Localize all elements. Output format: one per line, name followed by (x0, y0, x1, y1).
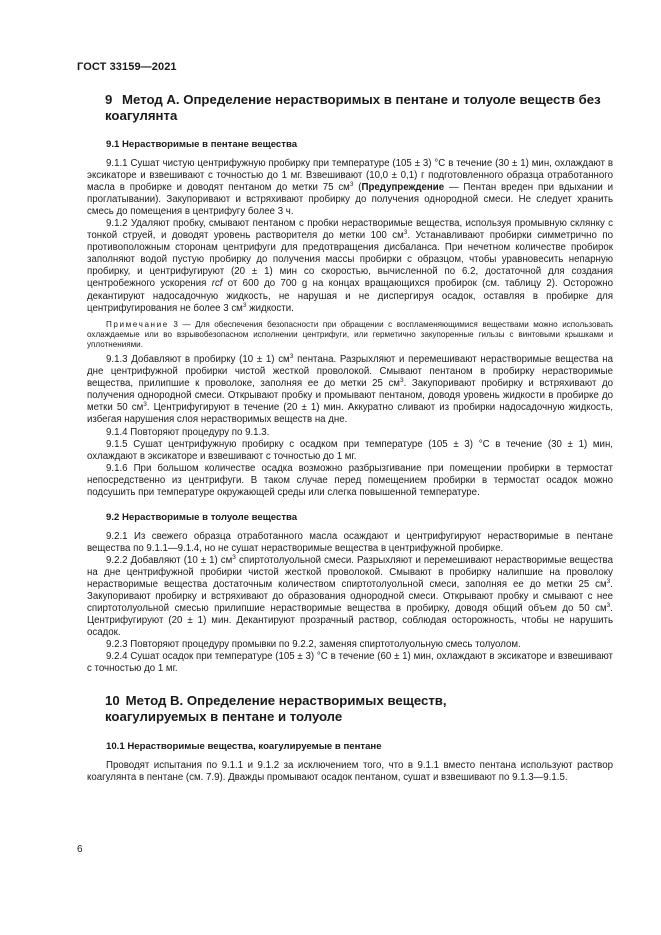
paragraph-9-1-1: 9.1.1 Сушат чистую центрифужную пробирку при температуре (105 ± 3) °С в течение (30 ± 1) мин, охлаждают в эксикаторе и взвешивают с точностью до 1 мг. Взвешивают (10,0 ± 0,1) г подготовленного образца отработанного масла в пробирке и доводят пентаном до метки 75 $см^3$ (Предупреждение — Пентан вреден при вдыхании и проглатывании). Закупоривают и встряхивают пробирку до получения однородной смеси. Не следует хранить смесь до помещения в центрифугу более 3 ч. (87, 158, 614, 218)
paragraph-9-1-5: 9.1.5 Сушат центрифужную пробирку с осадком при температуре (105 ± 3) °С в течение (30 ± 1) мин, охлаждают в эксикаторе и взвешивают с точностью до 1 мг. (87, 438, 613, 462)
note-text: 3 — Для обеспечения безопасности при обращении с воспламеняющимися веществами можно использовать охлаждаемые или во взрывобезопасном исполнении центрифуги, или герметично закупоренные гильзы с винтовыми крышками и уплотнениями. (87, 319, 613, 350)
note-3 (87, 320, 613, 351)
section-10-number: 10 (105, 693, 120, 709)
section-10-title-line2: коагулируемых в пентане и толуоле (105, 709, 343, 725)
section-9-title: Метод А. Определение нерастворимых в пентане и толуоле веществ без коагулянта (105, 92, 601, 123)
paragraph-9-2-3: 9.2.3 Повторяют процедуру промывки по 9.2.2, заменяя спиртотолуольную смесь толуолом. (106, 639, 521, 651)
note-label: Примечание (106, 319, 169, 329)
superscript: 3 (289, 353, 294, 361)
paragraph-10-1: Проводят испытания по 9.1.1 и 9.1.2 за исключением того, что в 9.1.1 вместо пентана используют раствор коагулянта в пентане (см. 7.9). Дважды промывают осадок пентаном, сушат и взвешивают по 9.1.3—9.1.5. (87, 760, 613, 784)
rcf-term: rcf (211, 278, 223, 290)
superscript: 3 (399, 377, 404, 385)
document-code: ГОСТ 33159—2021 (77, 61, 177, 73)
paragraph-9-1-3: 9.1.3 Добавляют в пробирку (10 ± 1) $см^3$ пентана. Разрыхляют и перемешивают нерастворимые вещества на дне центрифужной пробирки чистой жесткой проволокой. Смывают пентаном в пробирку нерастворимые вещества, прилипшие к проволоке, заполняя ее до метки 25 $см^3$. Закупоривают пробирку и встряхивают до получения однородной смеси. Открывают пробку и промывают пентаном, доводя уровень жидкости в пробирке до метки 50 $см^3$. Центрифугируют в течение (20 ± 1) мин. Аккуратно сливают из пробирки надосадочную жидкость, избегая нарушения слоя нерастворимых веществ на дне. (87, 353, 614, 426)
subsection-9-1-heading: 9.1 Нерастворимые в пентане вещества (106, 139, 298, 150)
superscript: 3 (232, 553, 236, 561)
paragraph-9-1-4: 9.1.4 Повторяют процедуру по 9.1.3. (106, 426, 270, 438)
section-9-number: 9 (105, 92, 113, 107)
page-content (87, 92, 613, 784)
superscript: 3 (606, 577, 611, 585)
paragraph-9-2-1: 9.2.1 Из свежего образца отработанного масла осаждают и центрифугируют нерастворимые в пентане вещества по 9.1.1—9.1.4, но не сушат нерастворимые вещества в центрифужной пробирке. (87, 530, 613, 554)
section-10-heading (105, 693, 613, 725)
page-number: 6 (77, 844, 83, 855)
paragraph-9-1-6: 9.1.6 При большом количестве осадка возможно разбрызгивание при помещении пробирки в термостат непосредственно из центрифуги. В таком случае перед помещением пробирки в термостат осадок можно подсушить при температуре окружающей среды или слегка повышенной температуре. (87, 462, 613, 498)
superscript: 3 (349, 181, 354, 189)
warning-label: Предупреждение (361, 182, 445, 194)
subsection-10-1-heading: 10.1 Нерастворимые вещества, коагулируемые в пентане (106, 741, 382, 753)
paragraph-9-2-2: 9.2.2 Добавляют (10 ± 1) $см^3$ спиртотолуольной смеси. Разрыхляют и перемешивают нерастворимые вещества на дне центрифужной пробирки чистой жесткой проволокой. Смывают в пробирку налипшие на проволоку нерастворимые вещества достаточным количеством спиртотолуольной смеси, заполняя ее до метки 25 $см^3$. Закупоривают пробирку и встряхивают до образования однородной смеси. Открывают пробку и смывают с нее спиртотолуольной смесью прилипшие нерастворимые вещества в пробирку, доводя общий объем до 50 $см^3$. Центрифугируют (20 ± 1) мин. Декантируют прозрачный раствор, соблюдая осторожность, чтобы не нарушить осадок. (87, 553, 613, 639)
superscript: 3 (143, 401, 147, 409)
paragraph-9-2-4: 9.2.4 Сушат осадок при температуре (105 ± 3) °С в течение (60 ± 1) мин, охлаждают в эксикаторе и взвешивают с точностью до 1 мг. (87, 651, 613, 675)
section-9-heading (105, 92, 613, 124)
section-10-title-line1: Метод В. Определение нерастворимых веществ, (125, 693, 447, 709)
superscript: 3 (403, 229, 408, 237)
superscript: 3 (242, 301, 247, 309)
paragraph-9-1-2: 9.1.2 Удаляют пробку, смывают пентаном с пробки нерастворимые вещества, используя промывную склянку с тонкой струей, и доводят уровень растворителя до метки 100 $см^3$. Устанавливают пробирки симметрично по противоположным сторонам центрифуги для предотвращения дисбаланса. При нечетном количестве пробирок заполняют водой пустую пробирку до получения массы пробирки с образцом, чтобы уравновесить непарную пробирку, и центрифугируют (20 ± 1) мин со скоростью, вычисленной по 6.2, достаточной для создания центробежного ускорения rcf от 600 до 700 g на концах вращающихся пробирок (см. таблицу 2). Осторожно декантируют надосадочную жидкость, не нарушая и не диспергируя осадок, оставляя в пробирке для центрифугирования не более 3 $см^3$ жидкости. (87, 218, 613, 314)
subsection-9-2-heading: 9.2 Нерастворимые в толуоле вещества (106, 511, 298, 523)
superscript: 3 (606, 602, 611, 610)
